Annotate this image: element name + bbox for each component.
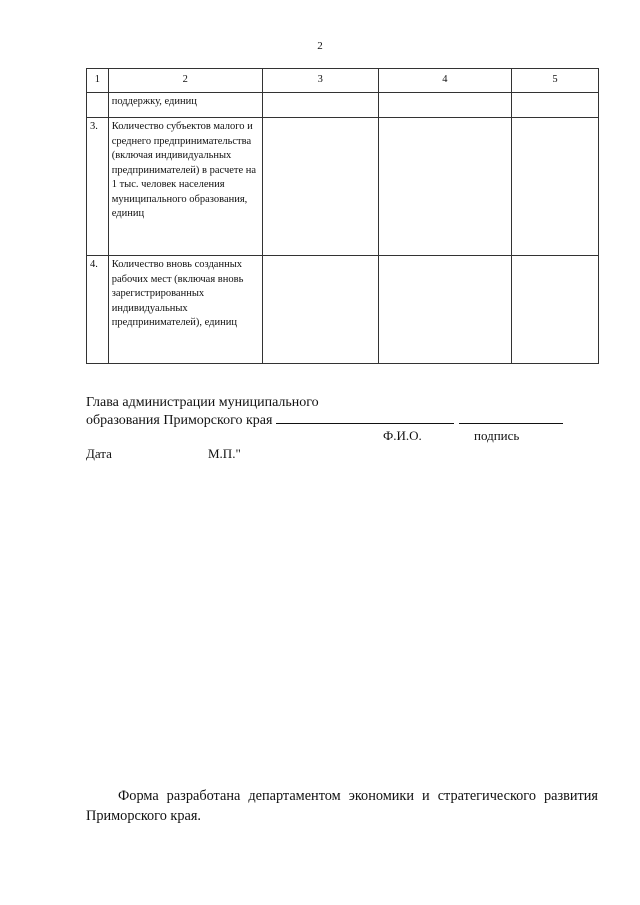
signature-caption: подпись [474,428,520,443]
value-cell-5 [512,256,599,364]
column-header-2: 2 [108,69,262,93]
date-label: Дата [86,446,112,461]
signature-block [86,395,586,461]
value-cell-4 [378,118,511,256]
column-header-4: 4 [378,69,511,93]
signatory-title-line1: Глава администрации муниципального [86,395,319,410]
value-cell-5 [512,118,599,256]
signature-underline [459,411,563,424]
row-number: 4. [87,256,109,364]
stamp-label: М.П." [208,446,241,461]
fio-underline [276,411,454,424]
value-cell-4 [378,93,511,118]
page-number: 2 [317,40,323,52]
signatory-title-line2: образования Приморского края [86,413,273,428]
signatory-title-line2-wrapper [86,411,586,429]
value-cell-3 [262,256,378,364]
column-header-1: 1 [87,69,109,93]
table-row [87,256,599,364]
table-header-row [87,69,599,93]
value-cell-3 [262,93,378,118]
column-header-5: 5 [512,69,599,93]
table-row [87,93,599,118]
indicator-cell: Количество субъектов малого и среднего предпринимательства (включая индивидуальных предпринимателей) в расчете на 1 тыс. человек населения муниципального образования, единиц [108,118,262,256]
indicator-cell: поддержку, единиц [108,93,262,118]
table-row [87,118,599,256]
indicators-table [86,68,599,364]
value-cell-5 [512,93,599,118]
row-number [87,93,109,118]
row-number: 3. [87,118,109,256]
value-cell-3 [262,118,378,256]
fio-caption: Ф.И.О. [383,428,422,443]
footer-note: Форма разработана департаментом экономики и стратегического развития Приморского края. [86,788,598,824]
column-header-3: 3 [262,69,378,93]
indicator-cell: Количество вновь созданных рабочих мест (включая вновь зарегистрированных индивидуальных предпринимателей), единиц [108,256,262,364]
value-cell-4 [378,256,511,364]
